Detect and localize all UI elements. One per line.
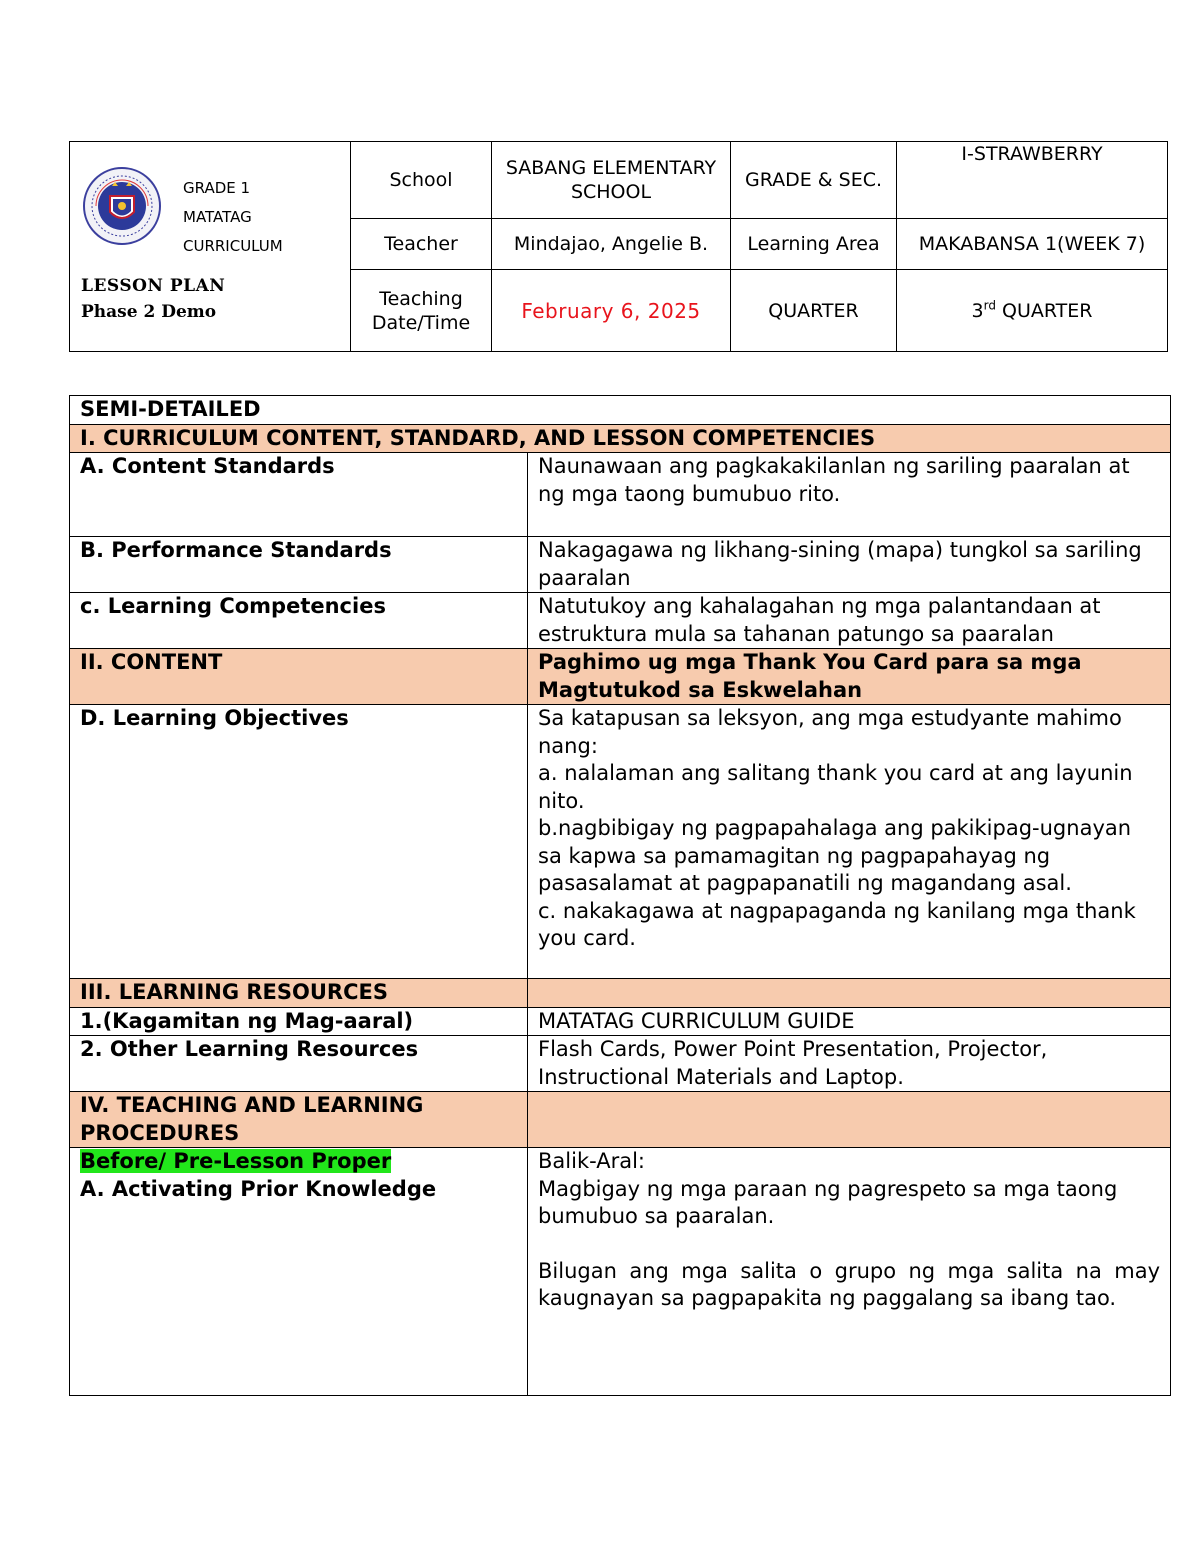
quarter-suffix: rd (983, 298, 996, 313)
grade-line: GRADE 1 (183, 179, 251, 197)
resources-heading-empty (528, 979, 1171, 1008)
curriculum-line: MATATAG (183, 208, 252, 226)
objective-item: a. nalalaman ang salitang thank you card at ang layunin nito. (538, 761, 1133, 813)
date-label: Teaching Date/Time (351, 270, 492, 352)
quarter-label: QUARTER (731, 270, 897, 352)
activating-content (528, 1148, 1171, 1396)
resources-heading: III. LEARNING RESOURCES (70, 979, 528, 1008)
other-resources-value: Flash Cards, Power Point Presentation, Projector, Instructional Materials and Laptop. (528, 1036, 1171, 1092)
procedures-heading-empty (528, 1092, 1171, 1148)
learning-area-value: MAKABANSA 1(WEEK 7) (897, 219, 1168, 270)
balik-aral-text: Magbigay ng mga paraan ng pagrespeto sa mga taong bumubuo sa paaralan. (538, 1176, 1118, 1228)
header-table (69, 141, 1168, 352)
phase-label: Phase 2 Demo (81, 302, 217, 322)
bilugan-text: Bilugan ang mga salita o grupo ng mga salita na may kaugnayan sa pagpapakita ng paggalang sa ibang tao. (538, 1258, 1160, 1310)
grade-sec-label: GRADE & SEC. (731, 142, 897, 219)
teacher-label: Teacher (351, 219, 492, 270)
content-value: Paghimo ug mga Thank You Card para sa mga Magtutukod sa Eskwelahan (528, 649, 1171, 705)
deped-seal-icon (82, 166, 162, 246)
school-value: SABANG ELEMENTARY SCHOOL (492, 142, 731, 219)
performance-standards-value: Nakagagawa ng likhang-sining (mapa) tungkol sa sariling paaralan (528, 537, 1171, 593)
objectives-intro: Sa katapusan sa leksyon, ang mga estudyante mahimo nang: (538, 706, 1122, 758)
school-label: School (351, 142, 492, 219)
content-standards-label: A. Content Standards (70, 453, 528, 537)
content-heading: II. CONTENT (70, 649, 528, 705)
objective-item: c. nakakagawa at nagpapaganda ng kanilang mga thank you card. (538, 898, 1136, 950)
before-lesson-label: Before/ Pre-Lesson Proper (80, 1149, 392, 1173)
activating-cell (70, 1148, 528, 1396)
objective-item: b.nagbibigay ng pagpapahalaga ang pakikipag-ugnayan sa kapwa sa pamamagitan ng pagpapahayag ng pasasalamat at pagpapanatili ng magandang asal. (538, 816, 1132, 895)
teacher-value: Mindajao, Angelie B. (492, 219, 731, 270)
other-resources-label: 2. Other Learning Resources (70, 1036, 528, 1092)
grade-block (183, 174, 283, 261)
curriculum-line: CURRICULUM (183, 237, 283, 255)
lesson-plan-table (69, 395, 1171, 1396)
objectives-list (528, 705, 1171, 979)
grade-sec-value: I-STRAWBERRY (897, 142, 1168, 219)
spacer (538, 1231, 1160, 1258)
activating-label: A. Activating Prior Knowledge (80, 1176, 437, 1201)
balik-aral-label: Balik-Aral: (538, 1149, 645, 1173)
objectives-label: D. Learning Objectives (70, 705, 528, 979)
lesson-block (81, 273, 225, 325)
section-heading-1: I. CURRICULUM CONTENT, STANDARD, AND LESSON COMPETENCIES (70, 424, 1171, 453)
learning-area-label: Learning Area (731, 219, 897, 270)
plan-title: SEMI-DETAILED (70, 396, 1171, 425)
content-standards-value: Naunawaan ang pagkakakilanlan ng sariling paaralan at ng mga taong bumubuo rito. (528, 453, 1171, 537)
quarter-number: 3 (971, 299, 984, 322)
competencies-label: c. Learning Competencies (70, 593, 528, 649)
performance-standards-label: B. Performance Standards (70, 537, 528, 593)
procedures-heading: IV. TEACHING AND LEARNING PROCEDURES (70, 1092, 528, 1148)
quarter-word: QUARTER (995, 299, 1093, 322)
kagamitan-label: 1.(Kagamitan ng Mag-aaral) (70, 1007, 528, 1036)
lesson-plan-label: LESSON PLAN (81, 276, 226, 296)
logo-cell (70, 142, 351, 352)
quarter-value (897, 270, 1168, 352)
date-value: February 6, 2025 (492, 270, 731, 352)
competencies-value: Natutukoy ang kahalagahan ng mga palantandaan at estruktura mula sa tahanan patungo sa paaralan (528, 593, 1171, 649)
kagamitan-value: MATATAG CURRICULUM GUIDE (528, 1007, 1171, 1036)
